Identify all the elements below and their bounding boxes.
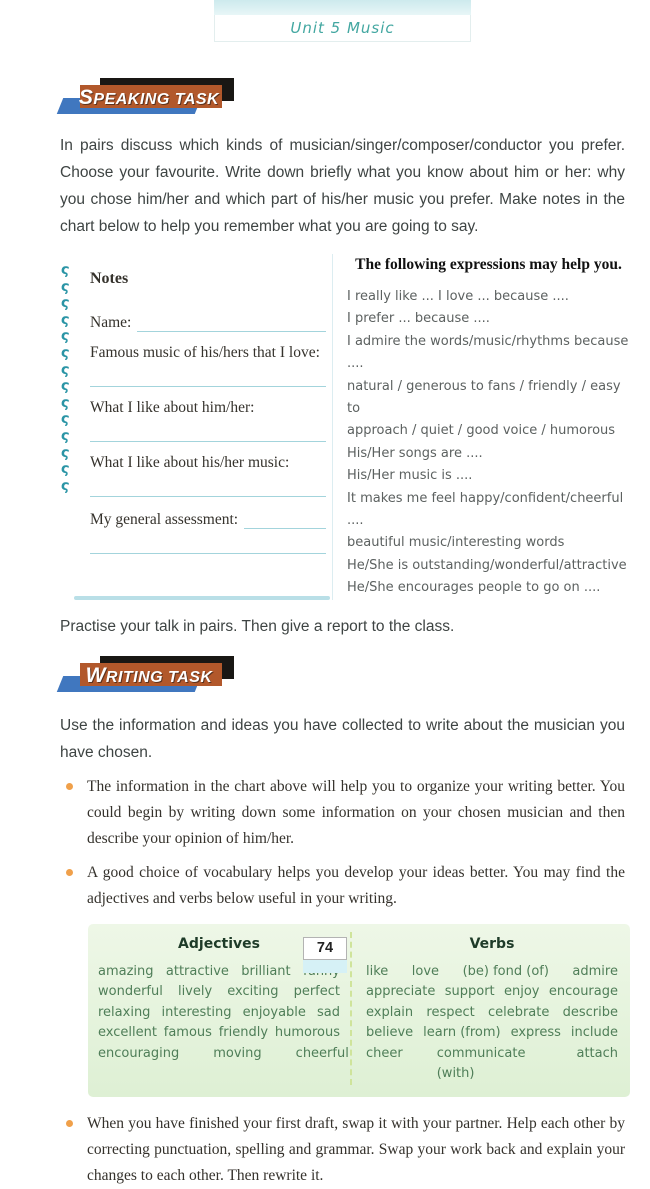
verbs-row bbox=[366, 1023, 618, 1044]
notes-field-famous-music-blank bbox=[90, 366, 326, 387]
vocab-word: attach bbox=[576, 1045, 618, 1061]
spiral-ring-icon: ς bbox=[59, 394, 71, 412]
page-footer bbox=[303, 937, 347, 973]
vocab-word: express bbox=[510, 1025, 561, 1041]
adjectives-row bbox=[98, 1044, 349, 1065]
spiral-binding-icon bbox=[61, 262, 69, 494]
verbs-row bbox=[366, 1044, 618, 1085]
expression-line: His/Her music is .... bbox=[347, 468, 473, 484]
unit-title: Unit 5 Music bbox=[214, 15, 471, 42]
vocab-word: appreciate bbox=[366, 984, 436, 1000]
vocab-word: encourage bbox=[548, 984, 618, 1000]
expression-line: It makes me feel happy/confident/cheerful .... bbox=[347, 490, 624, 529]
vocab-word: famous bbox=[163, 1025, 212, 1041]
vocab-word: brilliant bbox=[241, 963, 291, 979]
vocab-word: learn (from) bbox=[423, 1025, 501, 1041]
adjectives-row bbox=[98, 1003, 340, 1024]
writing-task-badge bbox=[62, 660, 302, 696]
notes-field-like-about-label: What I like about him/her: bbox=[90, 399, 255, 416]
expression-line: His/Her songs are .... bbox=[347, 445, 483, 461]
verbs-column bbox=[350, 932, 618, 1085]
expression-line: He/She encourages people to go on .... bbox=[347, 580, 601, 596]
vocab-word: exciting bbox=[227, 984, 279, 1000]
notes-field-name-blank bbox=[137, 314, 326, 332]
expression-line: approach / quiet / good voice / humorous bbox=[347, 423, 616, 439]
vocab-word: admire bbox=[572, 963, 618, 979]
spiral-ring-icon: ς bbox=[59, 377, 71, 395]
practise-instruction: Practise your talk in pairs. Then give a report to the class. bbox=[60, 617, 455, 635]
notes-field-assessment-blank bbox=[244, 511, 326, 529]
vocab-word: amazing bbox=[98, 963, 154, 979]
bullet-item bbox=[66, 860, 625, 912]
bullet-text: The information in the chart above will help you to organize your writing better. You could begin by writing down some information on your chosen musician and then describe your opinion of him/her. bbox=[87, 777, 625, 847]
verbs-row bbox=[366, 1003, 618, 1024]
vocab-word: excellent bbox=[98, 1025, 157, 1041]
spiral-ring-icon: ς bbox=[59, 344, 71, 362]
vocab-word: cheerful bbox=[295, 1045, 349, 1061]
expressions-title: The following expressions may help you. bbox=[355, 256, 622, 273]
writing-task-final-bullet bbox=[66, 1111, 625, 1189]
notes-field-assessment bbox=[90, 511, 326, 529]
spiral-ring-icon: ς bbox=[59, 361, 71, 379]
verbs-row bbox=[366, 962, 618, 983]
vocab-word: describe bbox=[562, 1004, 618, 1020]
adjectives-row bbox=[98, 1023, 340, 1044]
writing-task-title: WRITING TASK bbox=[85, 663, 213, 687]
notes-chart bbox=[60, 254, 333, 600]
notes-field-name bbox=[90, 314, 326, 332]
vocab-word: perfect bbox=[293, 984, 340, 1000]
vocab-word: lively bbox=[177, 984, 213, 1000]
spiral-ring-icon: ς bbox=[59, 261, 71, 279]
spiral-ring-icon: ς bbox=[59, 444, 71, 462]
vocab-word: relaxing bbox=[98, 1004, 151, 1020]
vocab-word: encouraging bbox=[98, 1045, 180, 1061]
page-content bbox=[0, 82, 650, 1189]
notes-field-like-music-label: What I like about his/her music: bbox=[90, 454, 290, 471]
speaking-task-badge bbox=[62, 82, 302, 118]
notes-field-name-label: Name: bbox=[90, 314, 132, 331]
notes-title: Notes bbox=[90, 270, 129, 287]
vocab-word: believe bbox=[366, 1025, 414, 1041]
vocab-word: (be) fond (of) bbox=[462, 963, 549, 979]
bullet-text: When you have finished your first draft, swap it with your partner. Help each other by correcting punctuation, spelling and grammar. Swap your work back and explain your changes to each other. Then rewrite it. bbox=[87, 1114, 625, 1184]
spiral-ring-icon: ς bbox=[59, 477, 71, 495]
notes-field-assessment-blank-2 bbox=[90, 533, 326, 554]
footer-decorative-strip bbox=[303, 960, 347, 973]
vocab-word: cheer bbox=[366, 1045, 403, 1061]
notes-field-assessment-label: My general assessment: bbox=[90, 511, 239, 528]
vocab-word: enjoyable bbox=[242, 1004, 306, 1020]
bullet-icon bbox=[66, 783, 73, 790]
page-number: 74 bbox=[303, 937, 347, 960]
expressions-list bbox=[347, 286, 630, 600]
vocabulary-panel bbox=[88, 924, 630, 1097]
expression-line: I really like ... I love ... because .... bbox=[347, 289, 569, 304]
expressions-panel bbox=[333, 254, 630, 600]
spiral-ring-icon: ς bbox=[59, 327, 71, 345]
adjectives-header: Adjectives bbox=[178, 935, 260, 952]
bullet-item bbox=[66, 1111, 625, 1189]
bullet-icon bbox=[66, 869, 73, 876]
spiral-ring-icon: ς bbox=[59, 294, 71, 312]
speaking-task-title: SPEAKING TASK bbox=[78, 86, 220, 109]
verbs-row bbox=[366, 982, 618, 1003]
spiral-ring-icon: ς bbox=[59, 460, 71, 478]
notes-and-expressions-row bbox=[60, 254, 630, 600]
vocab-word: attractive bbox=[165, 963, 229, 979]
vocab-word: respect bbox=[426, 1004, 475, 1020]
expression-line: He/She is outstanding/wonderful/attractive bbox=[347, 557, 627, 573]
spiral-ring-icon: ς bbox=[59, 311, 71, 329]
vocab-word: communicate (with) bbox=[436, 1045, 526, 1082]
vocab-word: sad bbox=[316, 1004, 340, 1020]
expression-line: I prefer ... because .... bbox=[347, 311, 490, 327]
vocab-word: wonderful bbox=[98, 984, 163, 1000]
bullet-item bbox=[66, 774, 625, 852]
vocab-word: include bbox=[570, 1025, 618, 1041]
notes-field-famous-music-label: Famous music of his/hers that I love: bbox=[90, 344, 320, 361]
spiral-ring-icon: ς bbox=[59, 410, 71, 428]
unit-banner bbox=[214, 0, 471, 42]
adjectives-row bbox=[98, 982, 340, 1003]
notes-bottom-edge bbox=[74, 596, 330, 600]
expression-line: natural / generous to fans / friendly / easy to bbox=[347, 378, 621, 417]
vocab-word: moving bbox=[213, 1045, 262, 1061]
banner-decorative-strip bbox=[214, 0, 471, 15]
vocab-word: enjoy bbox=[504, 984, 540, 1000]
bullet-text: A good choice of vocabulary helps you develop your ideas better. You may find the adjectives and verbs below useful in your writing. bbox=[87, 863, 625, 907]
expression-line: beautiful music/interesting words bbox=[347, 535, 565, 551]
verbs-header: Verbs bbox=[469, 935, 515, 952]
notes-field-like-music-blank bbox=[90, 476, 326, 497]
vocab-word: friendly bbox=[218, 1025, 269, 1041]
speaking-task-intro: In pairs discuss which kinds of musician/singer/composer/conductor you prefer. Choose your favourite. Write down briefly what you know about him or her: why you chose him/her and which part of his/her music you prefer. Make notes in the chart below to help you remember what you are going to say. bbox=[60, 137, 625, 235]
vocab-word: explain bbox=[366, 1004, 414, 1020]
spiral-ring-icon: ς bbox=[59, 278, 71, 296]
vocab-word: humorous bbox=[274, 1025, 340, 1041]
notes-field-like-about-blank bbox=[90, 421, 326, 442]
vocab-word: support bbox=[444, 984, 495, 1000]
vocab-word: celebrate bbox=[487, 1004, 550, 1020]
vocab-word: like bbox=[366, 963, 389, 979]
expression-line: I admire the words/music/rhythms because .... bbox=[347, 333, 629, 372]
vocab-word: love bbox=[411, 963, 440, 979]
vocab-word: interesting bbox=[161, 1004, 232, 1020]
bullet-icon bbox=[66, 1120, 73, 1127]
writing-task-intro: Use the information and ideas you have collected to write about the musician you have chosen. bbox=[60, 716, 625, 761]
writing-task-bullets bbox=[66, 774, 625, 912]
spiral-ring-icon: ς bbox=[59, 427, 71, 445]
